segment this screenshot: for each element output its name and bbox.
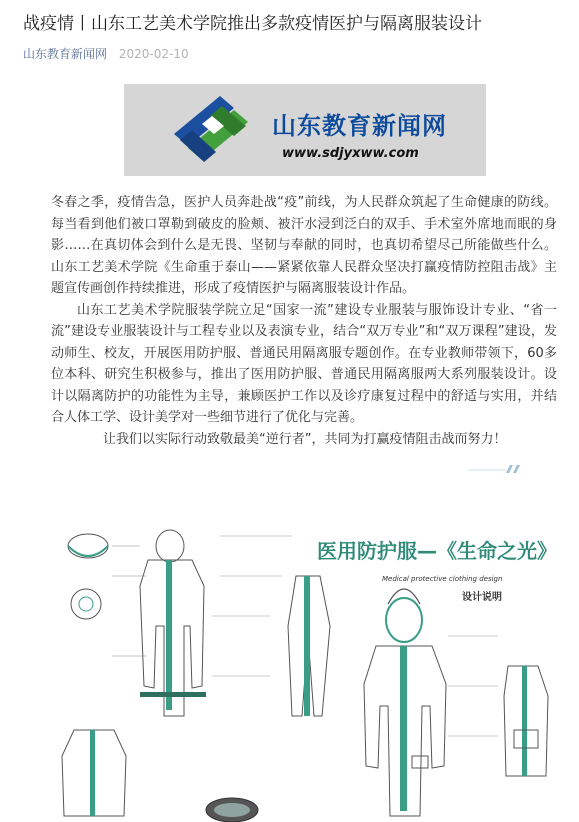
news-site-banner[interactable] xyxy=(124,84,486,176)
section-divider-icon xyxy=(468,462,520,474)
article-meta xyxy=(23,46,189,62)
design-sheet-image xyxy=(52,516,561,822)
sheet-label: 设计说明 xyxy=(462,592,502,603)
publish-date: 2020-02-10 xyxy=(118,47,189,61)
article-body xyxy=(51,192,557,450)
article-paragraph: 山东工艺美术学院服装学院立足“国家一流”建设专业服装与服饰设计专业、“省一流”建设专业服装设计与工程专业以及表演专业，结合“双万专业”和“双万课程”建设，发动师生、校友，开展医用防护服、普通民用隔离服专题创作。在专业教师带领下，60多位本科、研究生积极参与，推出了医用防护服、普通民用隔离服两大系列服装设计。设计以隔离防护的功能性为主导，兼顾医护工作以及诊疗康复过程中的舒适与实用，并结合人体工学、设计美学对一些细节进行了优化与完善。 xyxy=(51,302,557,425)
sheet-title: 医用防护服—《生命之光》 xyxy=(317,539,557,563)
article-paragraph: 让我们以实际行动致敬最美“逆行者”，共同为打赢疫情阻击战而努力！ xyxy=(103,431,507,447)
article-title: 战疫情丨山东工艺美术学院推出多款疫情医护与隔离服装设计 xyxy=(23,14,482,34)
article-paragraph: 冬春之季，疫情告急，医护人员奔赴战“疫”前线，为人民群众筑起了生命健康的防线。每当看到他们被口罩勒到破皮的脸颊、被汗水浸到泛白的双手、手术室外席地而眠的身影……在真切体会到什么是无畏、坚韧与奉献的同时，也真切希望尽己所能做些什么。山东工艺美术学院《生命重于泰山——紧紧依靠人民群众坚决打赢疫情防控阻击战》主题宣传画创作持续推进，形成了疫情医护与隔离服装设计作品。 xyxy=(51,195,557,296)
banner-url: www.sdjyxww.com xyxy=(282,146,419,161)
sdjyxww-logo-icon xyxy=(164,90,258,172)
sheet-subtitle: Medical protective clothing design xyxy=(382,575,503,583)
banner-org-name: 山东教育新闻网 xyxy=(272,112,447,140)
source-link[interactable]: 山东教育新闻网 xyxy=(23,47,108,61)
